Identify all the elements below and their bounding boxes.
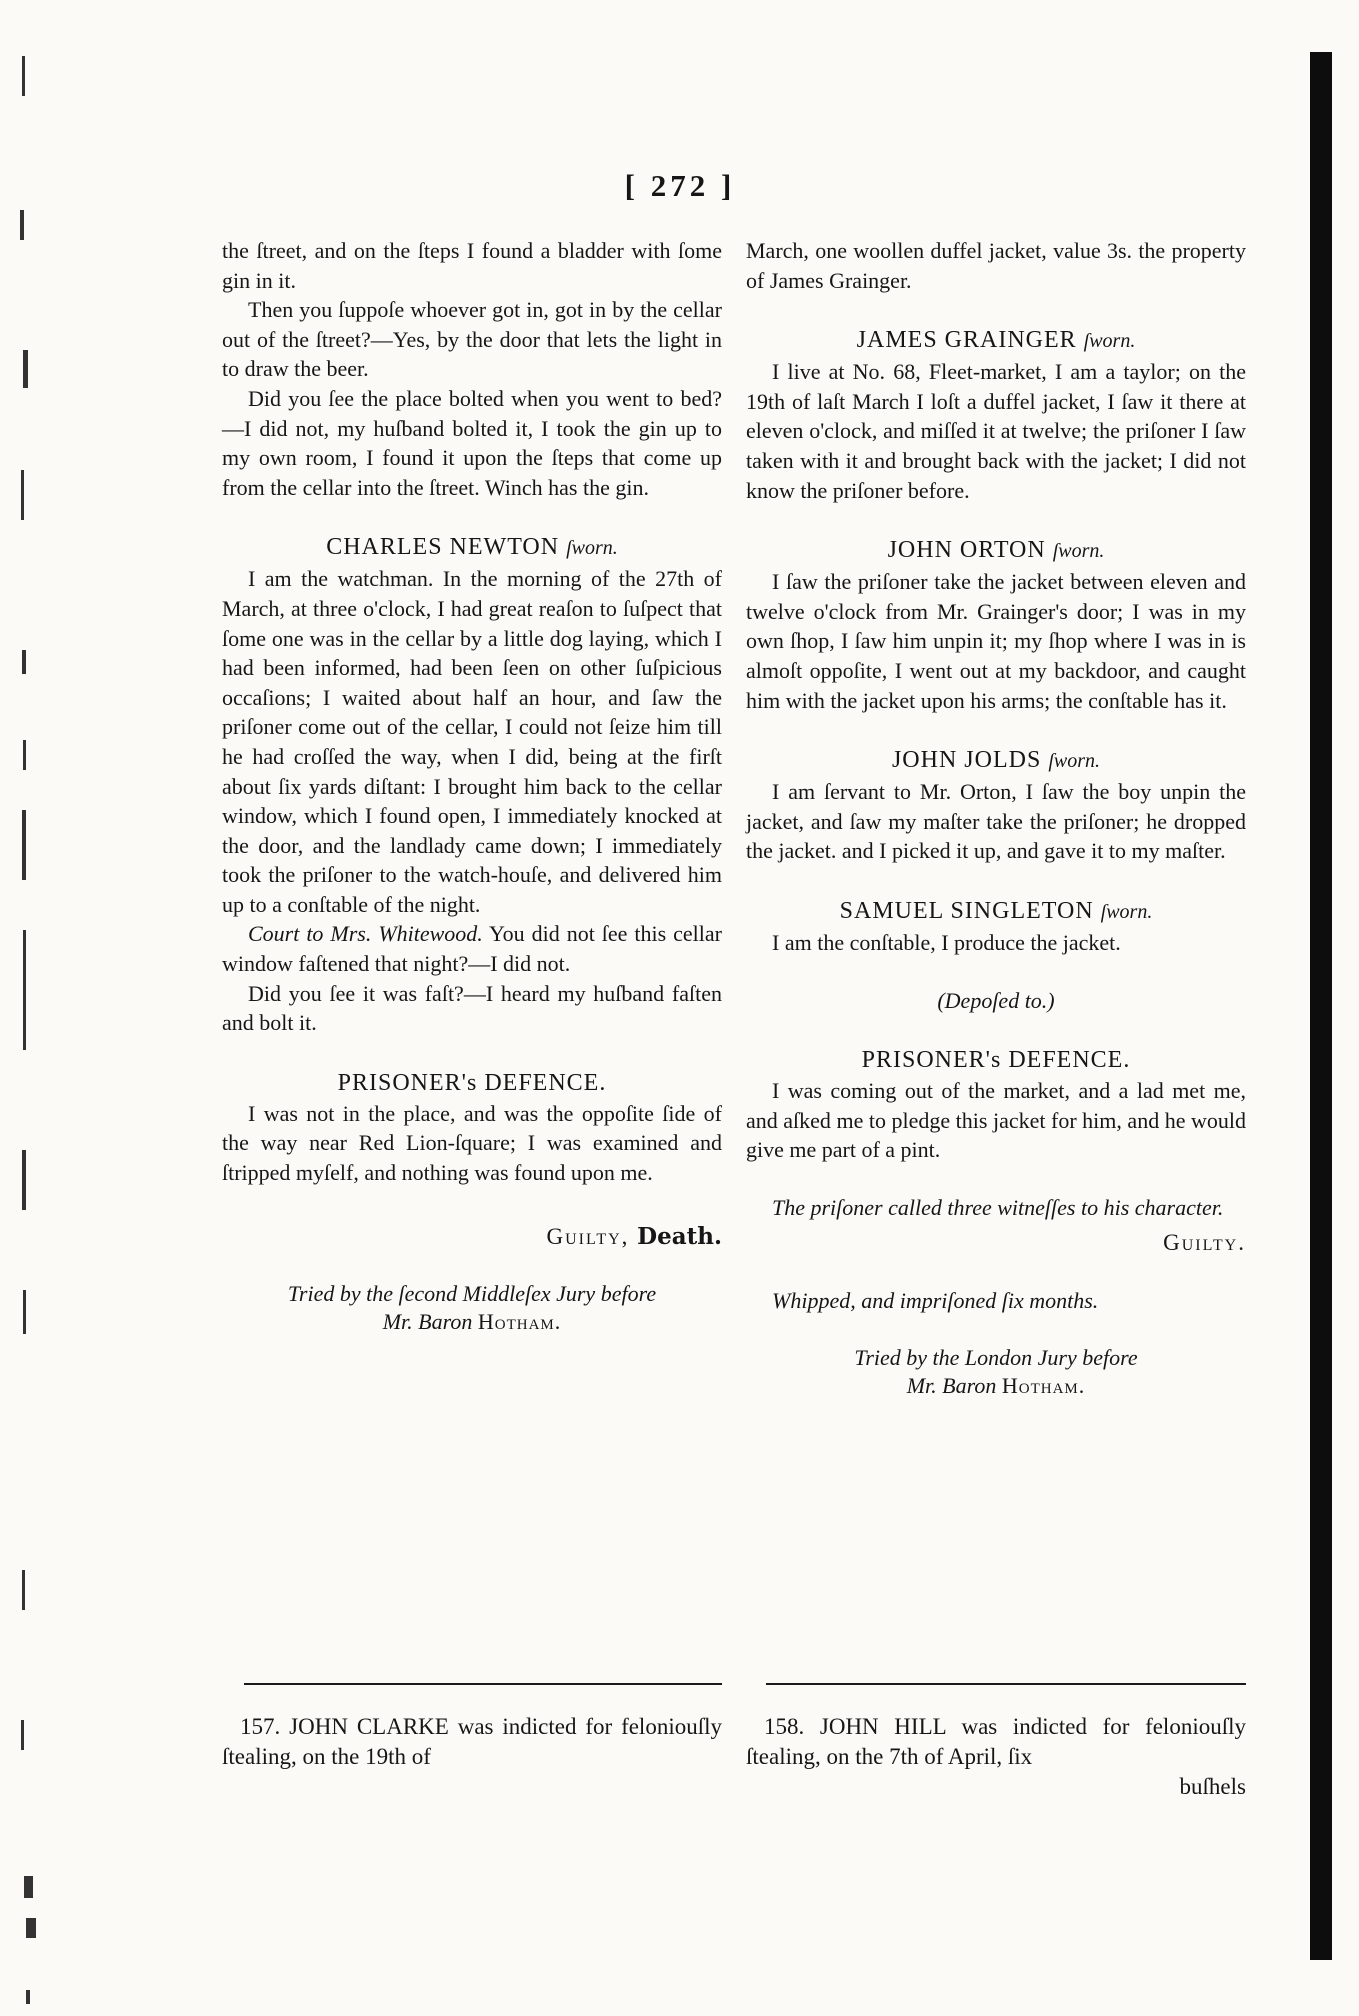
defence-heading-left: PRISONER's DEFENCE. [337, 1069, 607, 1096]
section-rule-left [244, 1683, 722, 1685]
left-paragraph-2: Then you ſuppoſe whoever got in, got in by the cellar out of the ſtreet?—Yes, by the door that lets the light in to draw the beer. [222, 297, 722, 382]
witness-heading-charles-newton [222, 532, 722, 564]
case-158-continuation: buſhels [1179, 1774, 1246, 1799]
character-witnesses-note: The priſoner called three witneſſes to his character. [772, 1194, 1224, 1220]
scan-edge-artifacts [14, 50, 36, 2000]
witness-heading-james-grainger [746, 325, 1246, 357]
right-paragraph-1: March, one woollen duffel jacket, value 3s. the property of James Grainger. [746, 238, 1246, 293]
deposed-note: (Depoſed to.) [937, 987, 1055, 1013]
tried-before-right [746, 1344, 1246, 1400]
left-paragraph-5: Did you ſee it was faſt?—I heard my huſband faſten and bolt it. [222, 980, 722, 1036]
court-label: Court to Mrs. Whitewood. [248, 921, 483, 947]
tried-line-1: Tried by the ſecond Middleſex Jury before [287, 1280, 657, 1306]
witness-name: JOHN ORTON [887, 537, 1046, 564]
defence-text-right: I was coming out of the market, and a lad met me, and aſked me to pledge this jacket for him, and he would give me part of a pint. [746, 1078, 1246, 1163]
left-paragraph-1: the ſtreet, and on the ſteps I found a bladder with ſome gin in it. [222, 238, 722, 293]
newton-testimony: I am the watchman. In the morning of the 27th of March, at three o'clock, I had great reaſon to ſuſpect that ſome one was in the cellar by a little dog laying, which I had been informed, had been ſeen on other ſuſpicious occaſions; I waited about half an hour, and ſaw the priſoner come out of the cellar, I could not ſeize him till he had croſſed the way, when I did, being at the firſt about ſix yards diſtant: I brought him back to the cellar window, which I found open, I immediately knocked at the door, and the landlady came down; I immediately took the priſoner to the watch-houſe, and delivered him up to a conſtable of the night. [222, 566, 722, 917]
sworn-label: ſworn. [1052, 540, 1105, 563]
left-paragraph-3: Did you ſee the place bolted when you went to bed?—I did not, my huſband bolted it, I took the gin up to my own room, I found it upon the ſteps that come up from the cellar into the ſtreet. Winch has the gin. [222, 385, 722, 500]
right-column [746, 236, 1246, 1400]
verdict-sentence: Death. [637, 1222, 722, 1250]
sworn-label: ſworn. [1100, 900, 1153, 923]
defence-heading-right: PRISONER's DEFENCE. [861, 1047, 1131, 1074]
tried-prefix: Mr. Baron [906, 1373, 997, 1399]
judge-name: Hotham. [477, 1308, 562, 1334]
court-question [222, 919, 722, 978]
grainger-testimony: I live at No. 68, Fleet-market, I am a taylor; on the 19th of laſt March I loſt a duffel jacket, I ſaw it there at eleven o'clock, and miſſed it at twelve; the priſoner I ſaw taken with it and brought back with the jacket; I did not know the priſoner before. [746, 359, 1246, 503]
left-column [222, 236, 722, 1336]
section-rule-right [766, 1683, 1246, 1685]
verdict-right: Guilty. [1163, 1230, 1246, 1256]
witness-heading-john-orton [746, 535, 1246, 567]
singleton-testimony: I am the conſtable, I produce the jacket. [772, 929, 1121, 955]
sworn-label: ſworn. [566, 537, 618, 560]
case-158 [746, 1712, 1246, 1802]
sentence-right: Whipped, and impriſoned ſix months. [772, 1288, 1099, 1314]
tried-line-1: Tried by the London Jury before [854, 1345, 1138, 1371]
case-157-text: 157. JOHN CLARKE was indicted for feloniouſly ſtealing, on the 19th of [222, 1714, 722, 1769]
verdict-left [222, 1222, 722, 1252]
judge-name: Hotham. [1001, 1373, 1086, 1399]
witness-heading-samuel-singleton [746, 896, 1246, 928]
witness-name: JOHN JOLDS [891, 747, 1042, 774]
scan-edge-bar [1310, 52, 1332, 1960]
witness-name: CHARLES NEWTON [326, 534, 560, 561]
jolds-testimony: I am ſervant to Mr. Orton, I ſaw the boy unpin the jacket, and ſaw my maſter take the priſoner; he dropped the jacket. and I picked it up, and gave it to my maſter. [746, 779, 1246, 864]
tried-before-left [222, 1280, 722, 1336]
case-158-text: 158. JOHN HILL was indicted for feloniouſly ſtealing, on the 7th of April, ſix [746, 1714, 1246, 1769]
witness-name: JAMES GRAINGER [856, 327, 1077, 354]
case-157 [222, 1712, 722, 1772]
verdict-word: Guilty, [546, 1223, 630, 1249]
defence-text-left: I was not in the place, and was the oppoſite ſide of the way near Red Lion-ſquare; I was examined and ſtripped myſelf, and nothing was found upon me. [222, 1100, 722, 1186]
tried-line-2 [746, 1372, 1246, 1400]
tried-prefix: Mr. Baron [382, 1308, 473, 1334]
page-number: [ 272 ] [624, 168, 736, 203]
sworn-label: ſworn. [1083, 330, 1136, 353]
witness-name: SAMUEL SINGLETON [839, 897, 1094, 924]
sworn-label: ſworn. [1048, 750, 1101, 773]
court-text: You did not ſee this cellar window faſtened that night?—I did not. [222, 921, 722, 977]
witness-heading-john-jolds [746, 745, 1246, 777]
tried-line-2 [222, 1308, 722, 1336]
orton-testimony: I ſaw the priſoner take the jacket between eleven and twelve o'clock from Mr. Grainger's door; I was in my own ſhop, I ſaw him unpin it; my ſhop where I was in is almoſt oppoſite, I went out at my backdoor, and caught him with the jacket upon his arms; the conſtable has it. [746, 569, 1246, 713]
